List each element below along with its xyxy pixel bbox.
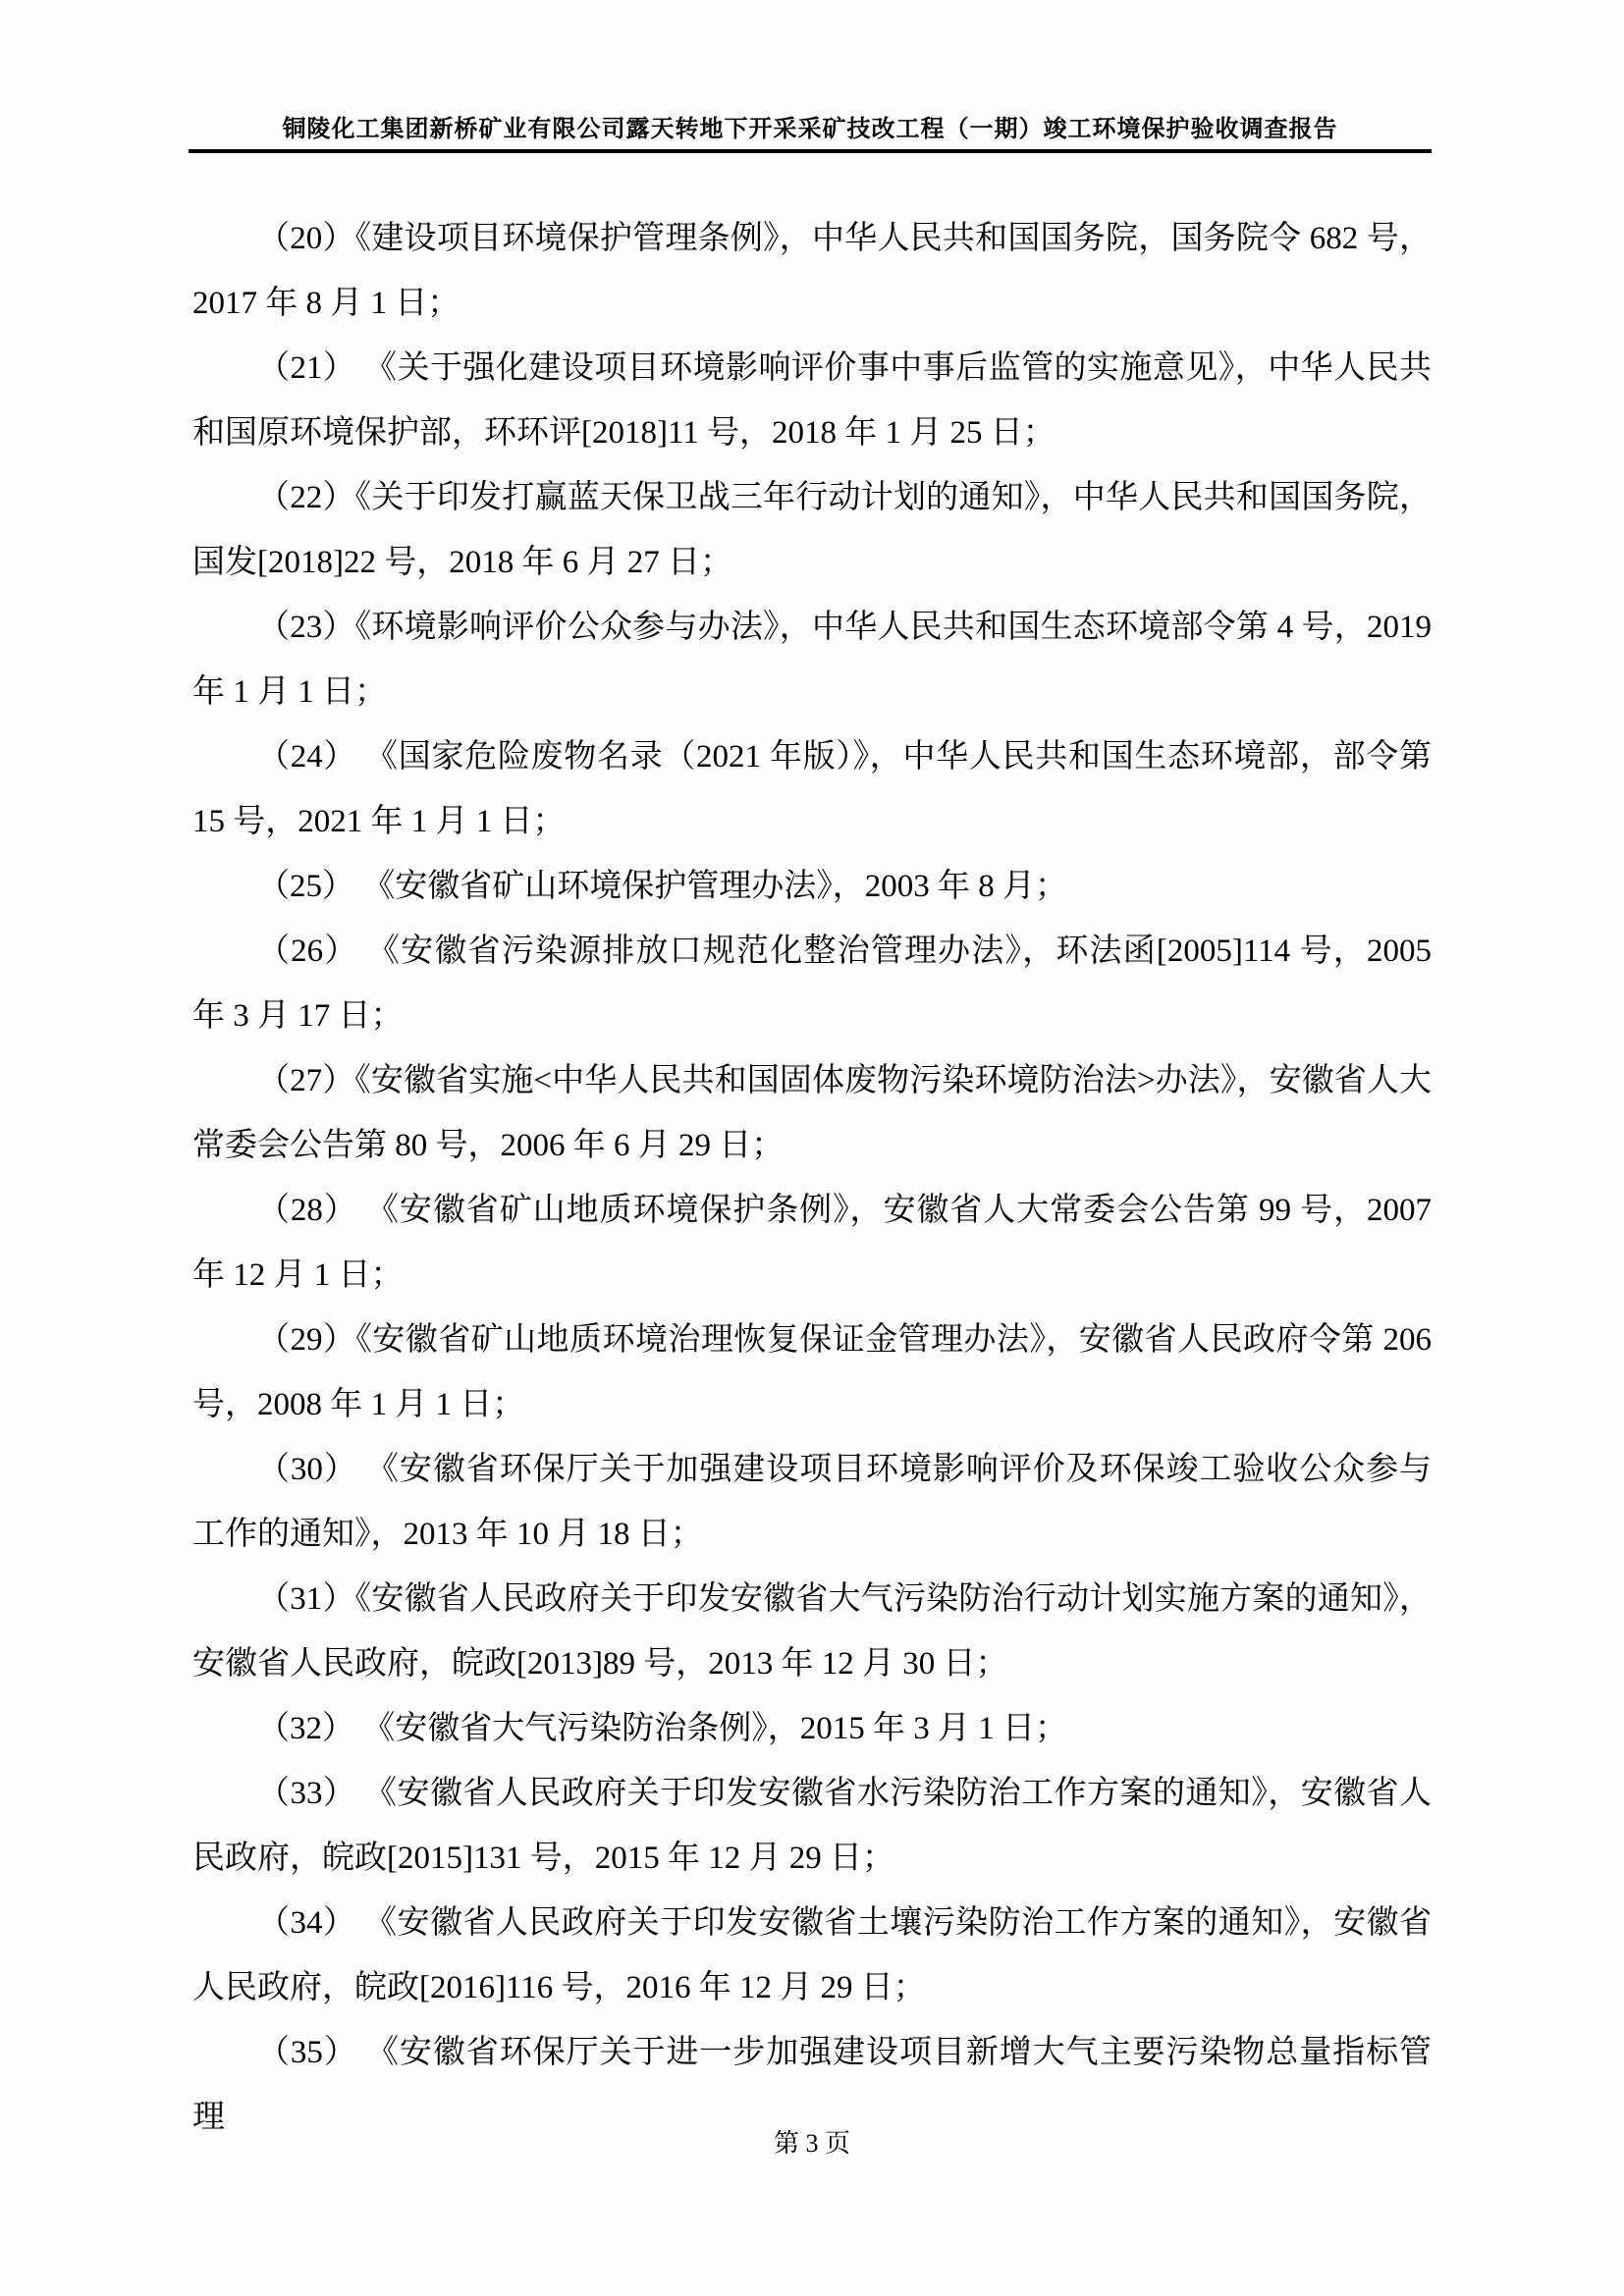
legal-reference-item: （28） 《安徽省矿山地质环境保护条例》，安徽省人大常委会公告第 99 号，2007 年 12 月 1 日；	[192, 1193, 1433, 1293]
legal-reference-item: （25） 《安徽省矿山环境保护管理办法》，2003 年 8 月；	[257, 869, 1067, 904]
page-number: 第 3 页	[773, 2129, 850, 2158]
legal-reference-item: （26） 《安徽省污染源排放口规范化整治管理办法》，环法函[2005]114 号，2005 年 3 月 17 日；	[192, 934, 1432, 1034]
document-body	[192, 206, 1432, 2150]
legal-reference-item: （32） 《安徽省大气污染防治条例》，2015 年 3 月 1 日；	[257, 1711, 1067, 1746]
header-title: 铜陵化工集团新桥矿业有限公司露天转地下开采采矿技改工程（一期）竣工环境保护验收调查报告	[282, 117, 1338, 142]
legal-reference-item: （24） 《国家危险废物名录（2021 年版）》，中华人民共和国生态环境部，部令第 15 号，2021 年 1 月 1 日；	[192, 739, 1432, 839]
legal-reference-item: （23）《环境影响评价公众参与办法》，中华人民共和国生态环境部令第 4 号，2019 年 1 月 1 日；	[192, 610, 1432, 710]
legal-reference-item: （21） 《关于强化建设项目环境影响评价事中事后监管的实施意见》，中华人民共和国原环境保护部，环环评[2018]11 号，2018 年 1 月 25 日；	[192, 350, 1432, 451]
legal-reference-item: （31）《安徽省人民政府关于印发安徽省大气污染防治行动计划实施方案的通知》，安徽省人民政府，皖政[2013]89 号，2013 年 12 月 30 日；	[192, 1581, 1432, 1682]
legal-reference-item: （33） 《安徽省人民政府关于印发安徽省水污染防治工作方案的通知》，安徽省人民政府，皖政[2015]131 号，2015 年 12 月 29 日；	[192, 1776, 1432, 1876]
legal-reference-item: （34） 《安徽省人民政府关于印发安徽省土壤污染防治工作方案的通知》，安徽省人民政府，皖政[2016]116 号，2016 年 12 月 29 日；	[192, 1905, 1432, 2005]
page-footer	[0, 2128, 1624, 2160]
page-header	[189, 0, 1432, 153]
legal-reference-item: （35） 《安徽省环保厅关于进一步加强建设项目新增大气主要污染物总量指标管理	[192, 2035, 1432, 2135]
legal-reference-item: （20）《建设项目环境保护管理条例》，中华人民共和国国务院，国务院令 682 号，2017 年 8 月 1 日；	[192, 221, 1432, 321]
legal-reference-item: （22）《关于印发打赢蓝天保卫战三年行动计划的通知》，中华人民共和国国务院，国发[2018]22 号，2018 年 6 月 27 日；	[192, 480, 1432, 580]
legal-reference-item: （27）《安徽省实施<中华人民共和国固体废物污染环境防治法>办法》，安徽省人大常委会公告第 80 号，2006 年 6 月 29 日；	[192, 1063, 1432, 1163]
reference-list	[192, 206, 1432, 2150]
legal-reference-item: （30） 《安徽省环保厅关于加强建设项目环境影响评价及环保竣工验收公众参与工作的通知》，2013 年 10 月 18 日；	[192, 1452, 1432, 1552]
legal-reference-item: （29）《安徽省矿山地质环境治理恢复保证金管理办法》，安徽省人民政府令第 206 号，2008 年 1 月 1 日；	[192, 1322, 1433, 1422]
